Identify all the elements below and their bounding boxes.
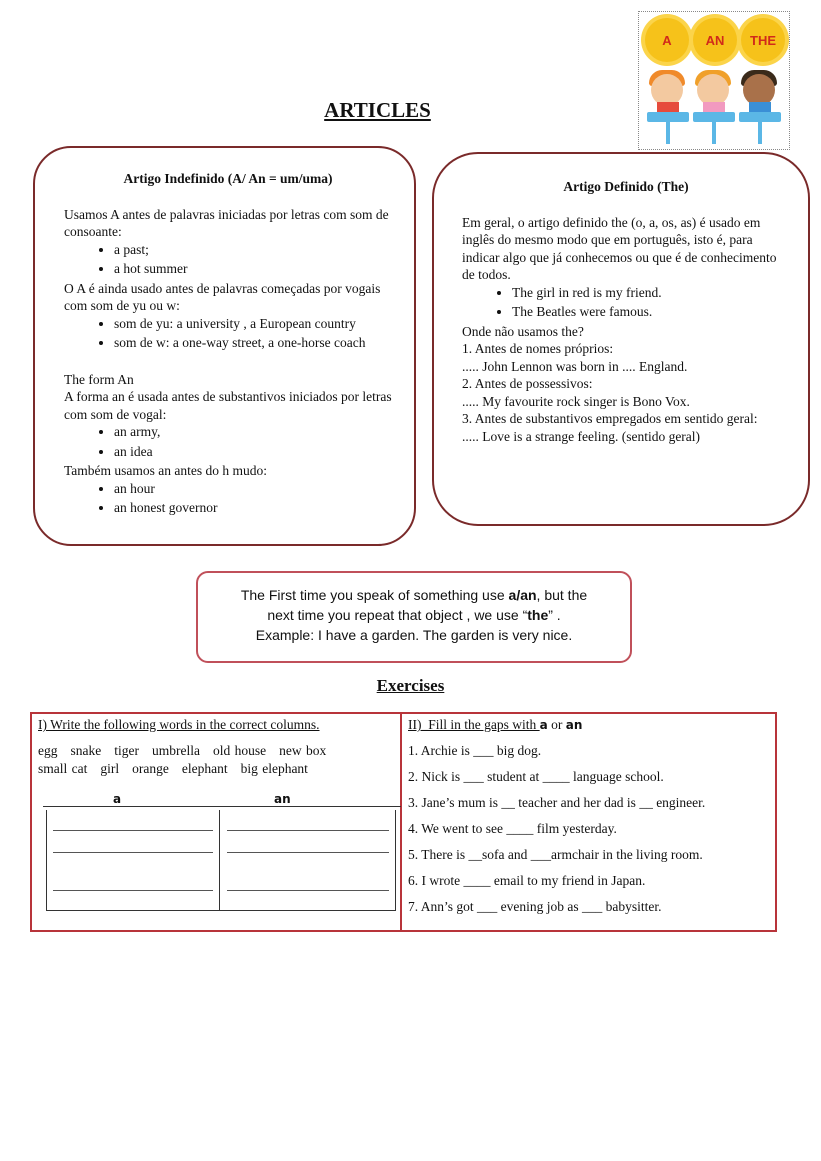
- page-title: ARTICLES: [324, 98, 431, 122]
- definite-question: Onde não usamos the?: [462, 323, 584, 339]
- answer-line-a-1[interactable]: [53, 830, 213, 831]
- flower-an-icon: [693, 18, 737, 62]
- word: snake: [70, 743, 102, 758]
- answer-line-an-2[interactable]: [227, 852, 389, 853]
- grid-top-rule: [43, 806, 401, 807]
- exercise-1-instruction: I) Write the following words in the correct columns.: [38, 717, 320, 732]
- rule-example: ..... My favourite rock singer is Bono Vox.: [462, 393, 690, 409]
- answer-line-a-3[interactable]: [53, 890, 213, 891]
- exercise-2-instruction: II)_Fill in the gaps with a or an: [408, 717, 583, 732]
- students-clipart: [638, 11, 790, 150]
- exercise-2: [408, 716, 770, 916]
- rule-label: 3. Antes de substantivos empregados em sentido geral:: [462, 411, 758, 426]
- desk-icon: [739, 112, 781, 122]
- rule-example: ..... John Lennon was born in .... England.: [462, 358, 688, 374]
- indefinite-heading: Artigo Indefinido (A/ An = um/uma): [123, 171, 333, 186]
- exercises-table: [30, 712, 777, 932]
- definite-examples-list: [462, 284, 790, 321]
- definite-heading: Artigo Definido (The): [563, 179, 689, 194]
- definite-article-box: [432, 152, 810, 526]
- flower-a-icon: [645, 18, 689, 62]
- list-item: • som de w: a one-way street, a one-horse coach: [114, 334, 392, 352]
- desk-leg: [758, 122, 762, 144]
- desk-leg: [666, 122, 670, 144]
- word: big elephant: [240, 761, 308, 776]
- list-item: • a past;: [114, 241, 392, 259]
- answer-line-an-3[interactable]: [227, 890, 389, 891]
- answer-line-an-1[interactable]: [227, 830, 389, 831]
- list-item: • an idea: [114, 443, 392, 461]
- rule-example: ..... Love is a strange feeling. (sentido geral): [462, 428, 701, 444]
- indefinite-intro: Usamos A antes de palavras iniciadas por letras com som de consoante:: [64, 206, 389, 239]
- list-item: • The girl in red is my friend.: [512, 284, 790, 302]
- word: tiger: [114, 743, 139, 758]
- word-bank: [38, 742, 393, 778]
- answer-line-a-2[interactable]: [53, 852, 213, 853]
- gap-item: 7. Ann’s got ___ evening job as ___ babysitter.: [408, 899, 662, 914]
- rule-label: 2. Antes de possessivos:: [462, 376, 593, 391]
- word-bank-row-2: [38, 760, 393, 778]
- usage-note-box: [196, 571, 632, 663]
- note-line-1: The First time you speak of something use a/an, but the: [240, 587, 588, 603]
- word: old house: [212, 743, 267, 758]
- note-line-2: next time you repeat that object , we use “the” .: [267, 607, 561, 623]
- indefinite-article-box: [33, 146, 416, 546]
- list-item: • The Beatles were famous.: [512, 303, 790, 321]
- list-item: • an hour: [114, 480, 392, 498]
- an-heading: The form An: [64, 371, 134, 387]
- an-intro: A forma an é usada antes de substantivos iniciados por letras com som de vogal:: [64, 389, 392, 422]
- word: new box: [279, 743, 327, 758]
- vowel-intro: O A é ainda usado antes de palavras começadas por vogais com som de yu ou w:: [64, 280, 381, 313]
- flower-the-icon: [741, 18, 785, 62]
- exercises-title: Exercises: [376, 676, 445, 695]
- desk-icon: [693, 112, 735, 122]
- word: girl: [100, 761, 120, 776]
- answer-grid: [46, 810, 396, 911]
- list-item: • som de yu: a university , a European country: [114, 315, 392, 333]
- gap-item: 2. Nick is ___ student at ____ language school.: [408, 769, 664, 784]
- desk-leg: [712, 122, 716, 144]
- clipart-label-a: A: [662, 32, 672, 48]
- gap-item: 5. There is __sofa and ___armchair in the living room.: [408, 847, 703, 862]
- column-divider: [400, 714, 402, 930]
- list-item: • an army,: [114, 423, 392, 441]
- gap-item: 6. I wrote ____ email to my friend in Japan.: [408, 873, 646, 888]
- definite-intro: Em geral, o artigo definido the (o, a, os, as) é usado em inglês do mesmo modo que em português, isto é, para indicar algo que já conhecemos ou que é de conhecimento de todos.: [462, 214, 777, 282]
- column-an-header: an: [274, 792, 291, 806]
- vowel-examples-list: [64, 315, 392, 352]
- desk-icon: [647, 112, 689, 122]
- exercise-1: [38, 716, 393, 806]
- column-a-header: a: [113, 792, 122, 806]
- consonant-examples-list: [64, 241, 392, 278]
- word: elephant: [181, 761, 228, 776]
- word: egg: [38, 743, 58, 758]
- grid-divider: [219, 810, 220, 910]
- h-intro: Também usamos an antes do h mudo:: [64, 463, 268, 478]
- gap-item: 4. We went to see ____ film yesterday.: [408, 821, 617, 836]
- gap-item: 3. Jane’s mum is __ teacher and her dad is __ engineer.: [408, 795, 706, 810]
- rule-label: 1. Antes de nomes próprios:: [462, 341, 614, 356]
- clipart-label-the: THE: [750, 32, 776, 48]
- word: orange: [132, 761, 169, 776]
- note-line-3: Example: I have a garden. The garden is very nice.: [255, 627, 573, 643]
- h-examples-list: [64, 480, 392, 517]
- word: small cat: [38, 761, 88, 776]
- gap-item: 1. Archie is ___ big dog.: [408, 743, 542, 758]
- list-item: • a hot summer: [114, 260, 392, 278]
- clipart-label-an: AN: [705, 32, 725, 48]
- word-bank-row-1: [38, 742, 393, 760]
- list-item: • an honest governor: [114, 499, 392, 517]
- an-examples-list: [64, 423, 392, 460]
- word: umbrella: [152, 743, 200, 758]
